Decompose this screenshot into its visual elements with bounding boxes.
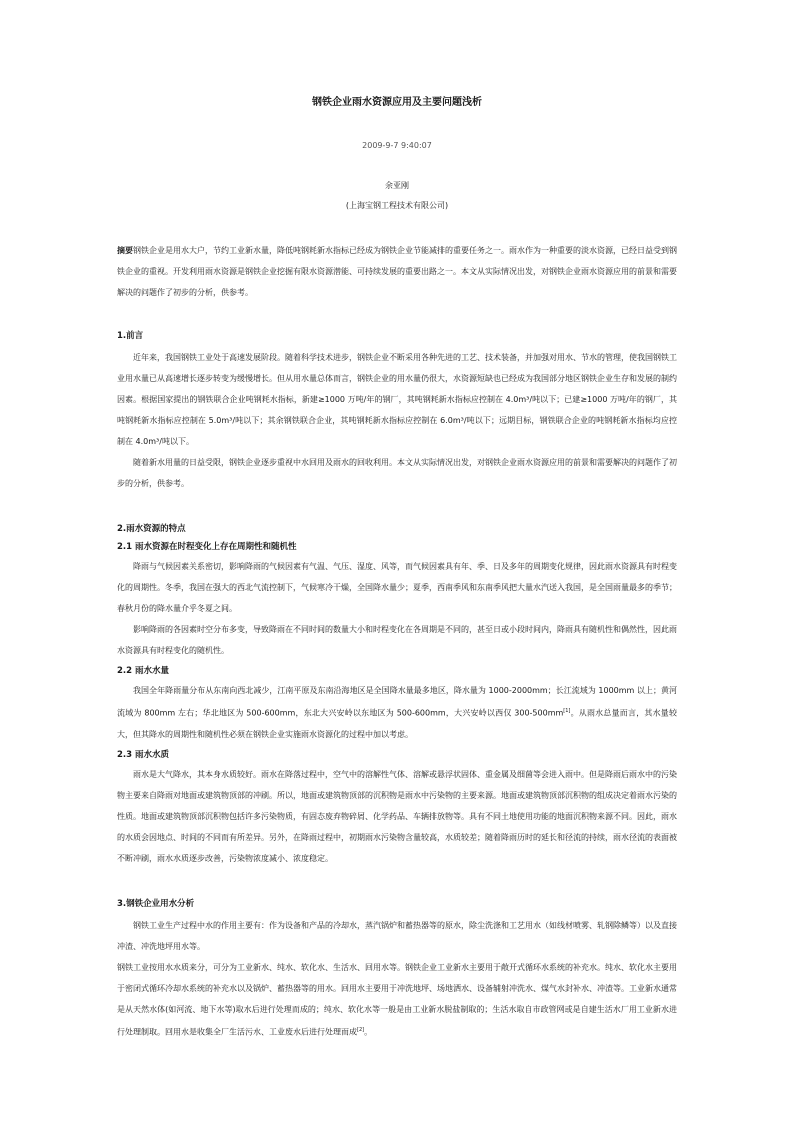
section-3-paragraph-2 [117,957,677,1043]
section-2-2-paragraph-1 [117,680,677,745]
publish-date: 2009-9-7 9:40:07 [362,141,432,150]
section-3-text: 钢铁工业按用水水质来分，可分为工业新水、纯水、软化水、生活水、回用水等。钢铁企业工业新水主要用于敞开式循环水系统的补充水。纯水、软化水主要用于密闭式循环冷却水系统的补充水以及锅炉、蓄热器等的用水。回用水主要用于冲洗地坪、场地洒水、设备辅射冲洗水、煤气水封补水、冲渣等。工业新水通常是从天然水体(如河流、地下水等)取水后进行处理而成的；纯水、软化水等一般是由工业新水脱盐制取的；生活水取自市政管网或是自建生活水厂用工业新水进行处理制取。回用水是收集全厂生活污水、工业废水后进行处理而成 [117,962,677,1037]
document-page [117,96,677,1042]
author-name: 余亚刚 [385,181,409,190]
abstract [117,240,677,303]
section-1-paragraph-1: 近年来，我国钢铁工业处于高速发展阶段。随着科学技术进步，钢铁企业不断采用各种先进的工艺、技术装备，并加强对用水、节水的管理，使我国钢铁工业用水量已从高速增长逐步转变为缓慢增长。但从用水量总体而言，钢铁企业的用水量仍很大，水资源短缺也已经成为我国部分地区钢铁企业生存和发展的制约因素。根据国家提出的钢铁联合企业吨钢耗水指标，新建≥1000 万吨/年的钢厂，其吨钢耗新水指标应控制在 4.0m³/吨以下；已建≥1000 万吨/年的钢厂，其吨钢耗新水指标应控制在 5.0m³/吨以下；其余钢铁联合企业，其吨钢耗新水指标应控制在 6.0m³/吨以下；远期目标，钢铁联合企业的吨钢耗新水指标均应控制在 4.0m³/吨以下。 [117,353,677,446]
section-1-paragraph-2: 随着新水用量的日益受限，钢铁企业逐步重视中水回用及雨水的回收利用。本文从实际情况出发，对钢铁企业雨水资源应用的前景和需要解决的问题作了初步的分析，供参考。 [117,458,677,488]
section-2-2-heading: 2.2 雨水水量 [117,666,170,676]
section-2-3-heading: 2.3 雨水水质 [117,749,170,760]
section-2-1-paragraph-2: 影响降雨的各因素时空分布多变，导致降雨在不同时间的数量大小和时程变化在各周期是不同的，甚至日或小段时间内，降雨具有随机性和偶然性，因此雨水资源具有时程变化的随机性。 [117,625,677,655]
section-3-paragraph-1: 钢铁工业生产过程中水的作用主要有：作为设备和产品的冷却水，蒸汽锅炉和蓄热器等的原水，除尘洗涤和工艺用水（如线材喷雾、轧钢除鳞等）以及直接冲渣、冲洗地坪用水等。 [117,920,677,951]
abstract-label: 摘要 [117,246,133,255]
section-3-heading: 3.钢铁企业用水分析 [117,898,195,909]
section-2-2-text: 我国全年降雨量分布从东南向西北减少，江南平原及东南沿海地区是全国降水量最多地区，降水量为 1000-2000mm；长江流域为 1000mm 以上；黄河流域为 800mm 左右；华北地区为 500-600mm，东北大兴安岭以东地区为 500-600mm，大兴安岭以西仅 300-500mm [117,686,677,718]
citation-ref: [2] [357,1026,365,1033]
section-2-heading: 2.雨水资源的特点 [117,524,186,534]
section-2-1-heading: 2.1 雨水资源在时程变化上存在周期性和随机性 [117,542,297,552]
citation-ref: [1] [563,708,571,714]
author-affiliation: (上海宝钢工程技术有限公司) [345,201,449,210]
document-title: 钢铁企业雨水资源应用及主要问题浅析 [312,97,482,108]
abstract-text: 钢铁企业是用水大户，节约工业新水量，降低吨钢耗新水指标已经成为钢铁企业节能减排的重要任务之一。雨水作为一种重要的淡水资源，已经日益受到钢铁企业的重视。开发利用雨水资源是钢铁企业挖掘有限水资源潜能、可持续发展的重要出路之一。本文从实际情况出发，对钢铁企业雨水资源应用的前景和需要解决的问题作了初步的分析，供参考。 [117,246,677,297]
section-2-2-text-end: 。从雨水总量而言，其水量较大，但其降水的周期性和随机性必须在钢铁企业实施雨水资源化的过程中加以考虑。 [117,708,677,739]
section-1-heading: 1.前言 [117,331,144,341]
section-2-3-paragraph-1: 雨水是大气降水，其本身水质较好。雨水在降落过程中，空气中的溶解性气体、溶解或悬浮状固体、重金属及细菌等会进入雨中。但是降雨后雨水中的污染物主要来自降雨对地面或建筑物顶部的冲刷。所以，地面或建筑物顶部的沉积物是雨水中污染物的主要来源。地面或建筑物顶部沉积物的组成决定着雨水污染的性质。地面或建筑物顶部沉积物包括许多污染物质，有固态废弃物碎屑、化学药品、车辆排放物等。具有不同土地使用功能的地面沉积物来源不同。因此，雨水的水质会因地点、时间的不同而有所差异。另外，在降雨过程中，初期雨水污染物含量较高，水质较差；随着降雨历时的延长和径流的持续，雨水径流的表面被不断冲刷，雨水水质逐步改善，污染物浓度减小、浓度稳定。 [117,769,677,863]
section-3-text-end: 。 [364,1027,373,1037]
section-2-1-paragraph-1: 降雨与气候因素关系密切，影响降雨的气候因素有气温、气压、湿度、风等，而气候因素具有年、季、日及多年的周期变化规律，因此雨水资源具有时程变化的周期性。冬季，我国在强大的西北气流控制下，气候寒冷干燥，全国降水量少；夏季，西南季风和东南季风把大量水汽送入我国，是全国雨量最多的季节；春秋月份的降水量介乎冬夏之间。 [117,562,677,613]
